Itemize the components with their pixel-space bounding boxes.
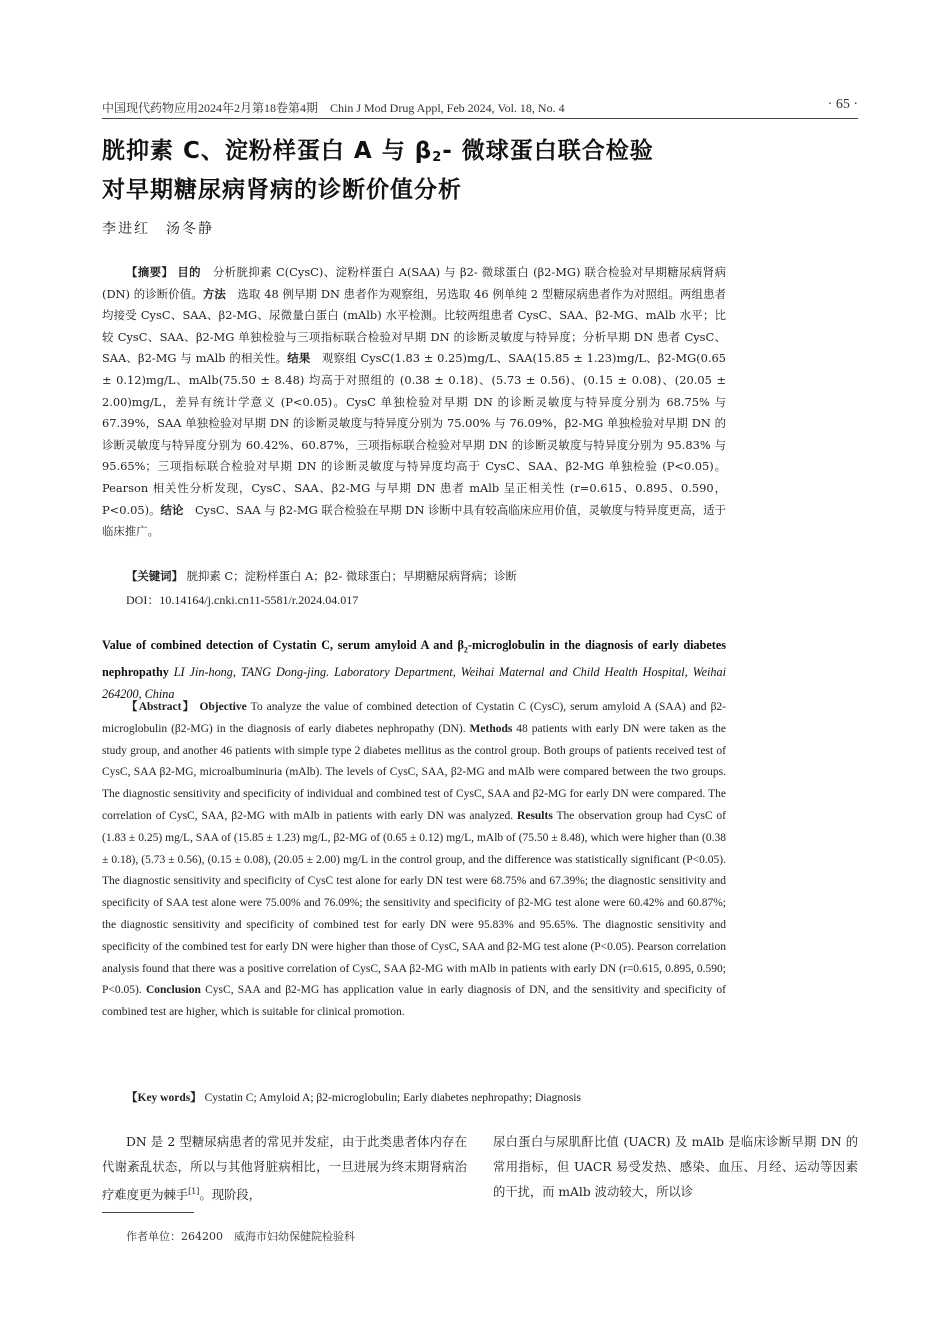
objective-label: 目的 (177, 265, 202, 279)
en-keywords-text: Cystatin C; Amyloid A; β2-microglobulin; Early diabetes nephropathy; Diagnosis (204, 1092, 581, 1104)
body-left-column: DN 是 2 型糖尿病患者的常见并发症，由于此类患者体内存在代谢紊乱状态，所以与其他肾脏病相比，一旦进展为终末期肾病治疗难度更为棘手[1]。现阶段， (102, 1135, 467, 1202)
authors (102, 218, 214, 238)
abstract-label: 【摘要】 (126, 265, 174, 279)
author-affiliation-footnote: 作者单位：264200 威海市妇幼保健院检验科 (126, 1230, 355, 1243)
en-objective-text: To analyze the value of combined detection of Cystatin C (CysC), serum amyloid A (SAA) and β2-microglobulin (β2-MG) in the diagnosis of early diabetes nephropathy (DN). (102, 701, 727, 735)
doi: DOI：10.14164/j.cnki.cn11-5581/r.2024.04.017 (126, 593, 359, 607)
chinese-abstract (102, 262, 726, 543)
chinese-keywords (126, 568, 726, 584)
english-title: Value of combined detection of Cystatin C, serum amyloid A and $\beta_2$-microglobulin in the diagnosis of early diabetes nephropathy (102, 638, 726, 680)
conclusion-label: 结论 (160, 502, 184, 517)
en-objective-label: Objective (199, 701, 247, 713)
en-results-label: Results (517, 809, 553, 822)
objective-text: 分析胱抑素 C(CysC)、淀粉样蛋白 A(SAA) 与 β2- 微球蛋白 (β2-MG) 联合检验对早期糖尿病肾病 (DN) 的诊断价值。 (102, 265, 726, 301)
journal-citation: 中国现代药物应用2024年2月第18卷第4期 Chin J Mod Drug Appl, Feb 2024, Vol. 18, No. 4 (102, 101, 565, 115)
article-title (102, 135, 822, 206)
methods-text: 选取 48 例早期 DN 患者作为观察组，另选取 46 例单纯 2 型糖尿病患者作为对照组。两组患者均接受 CysC、SAA、β2-MG、尿微量白蛋白 (mAlb) 水平检测。比较两组患者 CysC、SAA、β2-MG、mAlb 水平；比较 CysC、SAA、β2-MG 单独检验与三项指标联合检验对早期 DN 的诊断灵敏度与特异度；分析早期 DN 患者 CysC、SAA、β2-MG 与 mAlb 的相关性。 (102, 286, 726, 366)
en-conclusion-text: CysC, SAA and β2-MG has application value in early diagnosis of DN, and the sensitivity and specificity of combined test are higher, which is suitable for clinical promotion. (102, 984, 726, 1019)
keywords-label: 【关键词】 (126, 569, 183, 583)
methods-label: 方法 (202, 286, 226, 301)
results-text: 观察组 CysC(1.83 ± 0.25)mg/L、SAA(15.85 ± 1.23)mg/L、β2-MG(0.65 ± 0.12)mg/L、mAlb(75.50 ± 8.48) 均高于对照组的 (0.38 ± 0.18)、(5.73 ± 0.56)、(0.15 ± 0.08)、(20.05 ± 2.00)mg/L，差异有统计学意义 (P<0.05)。CysC 单独检验对早期 DN 的诊断灵敏度与特异度分别为 68.75% 与 67.39%，SAA 单独检验对早期 DN 的诊断灵敏度与特异度分别为 75.00% 与 76.09%，β2-MG 单独检验对早期 DN 的诊断灵敏度与特异度分别为 60.42%、60.87%，三项指标联合检验对早期 DN 的诊断灵敏度与特异度分别为 95.83% 与 95.65%；三项指标联合检验对早期 DN 的诊断灵敏度与特异度均高于 CysC、SAA、β2-MG 单独检验 (P<0.05)。Pearson 相关性分析发现，CysC、SAA、β2-MG 与早期 DN 患者 mAlb 呈正相关性 (r=0.615、0.895、0.590，P<0.05)。 (102, 351, 726, 517)
english-keywords (126, 1089, 726, 1105)
title-line-2: 对早期糖尿病肾病的诊断价值分析 (102, 177, 462, 203)
citation-ref[interactable]: [1] (188, 1186, 200, 1196)
page-number: · 65 · (827, 97, 858, 112)
keywords-text: 胱抑素 C；淀粉样蛋白 A；β2- 微球蛋白；早期糖尿病肾病；诊断 (186, 569, 517, 583)
results-label: 结果 (287, 351, 311, 366)
author-1: 李进红 (102, 221, 150, 237)
en-conclusion-label: Conclusion (145, 984, 201, 997)
english-affiliation: LI Jin-hong, TANG Dong-jing. Laboratory Department, Weihai Maternal and Child Health Hospital, Weihai 264200, China (102, 665, 726, 702)
author-2: 汤冬静 (166, 221, 214, 237)
en-abstract-label: 【Abstract】 (126, 701, 196, 713)
en-keywords-label: 【Key words】 (126, 1092, 202, 1104)
en-methods-text: 48 patients with early DN were taken as the study group, and another 46 patients with simple type 2 diabetes mellitus as the control group. Both groups of patients received test of CysC, SAA β2-MG, microalbuminuria (mAlb). The levels of CysC, SAA, β2-MG and mAlb were compared between the two groups. The diagnostic sensitivity and specificity of individual and combined test of CysC, SAA and β2-MG for early DN were compared. The correlation of CysC, SAA, β2-MG with mAlb in patients with early DN was analyzed. (102, 722, 727, 822)
running-header (102, 97, 858, 117)
english-title-block (102, 634, 726, 705)
header-rule (102, 118, 858, 119)
en-results-text: The observation group had CysC of (1.83 ± 0.25) mg/L, SAA of (15.85 ± 1.23) mg/L, β2-MG of (0.65 ± 0.12) mg/L, mAlb of (75.50 ± 8.48), which were higher than (0.38 ± 0.18), (5.73 ± 0.56), (0.15 ± 0.08), (20.05 ± 2.00) mg/L in the control group, and the difference was statistically significant (P<0.05). The diagnostic sensitivity and specificity of CysC test alone for early DN test were 68.75% and 67.39%; the diagnostic sensitivity and specificity of SAA test alone were 75.00% and 76.09%; the sensitivity and specificity of β2-MG test alone were 60.42% and 60.87%; the diagnostic sensitivity and specificity of combined test for early DN were 95.83% and 95.65%. The diagnostic sensitivity and specificity of the combined test for early DN were higher than those of CysC, SAA and β2-MG test alone (P<0.05). Pearson correlation analysis found that there was a positive correlation of CysC, SAA β2-MG with mAlb in patients with early DN (r=0.615, 0.895, 0.590; P<0.05). (102, 809, 727, 997)
body-right-column: 尿白蛋白与尿肌酐比值 (UACR) 及 mAlb 是临床诊断早期 DN 的常用指标，但 UACR 易受发热、感染、血压、月经、运动等因素的干扰，而 mAlb 波动较大，所以诊 (493, 1135, 858, 1199)
english-abstract (102, 697, 726, 1024)
en-methods-label: Methods (469, 722, 513, 735)
footnote-rule (102, 1212, 194, 1213)
conclusion-text: CysC、SAA 与 β2-MG 联合检验在早期 DN 诊断中具有较高临床应用价值，灵敏度与特异度更高，适于临床推广。 (102, 502, 726, 539)
title-line-1: 胱抑素 C、淀粉样蛋白 A 与 $\beta_2-$ 微球蛋白联合检验 (102, 138, 654, 165)
